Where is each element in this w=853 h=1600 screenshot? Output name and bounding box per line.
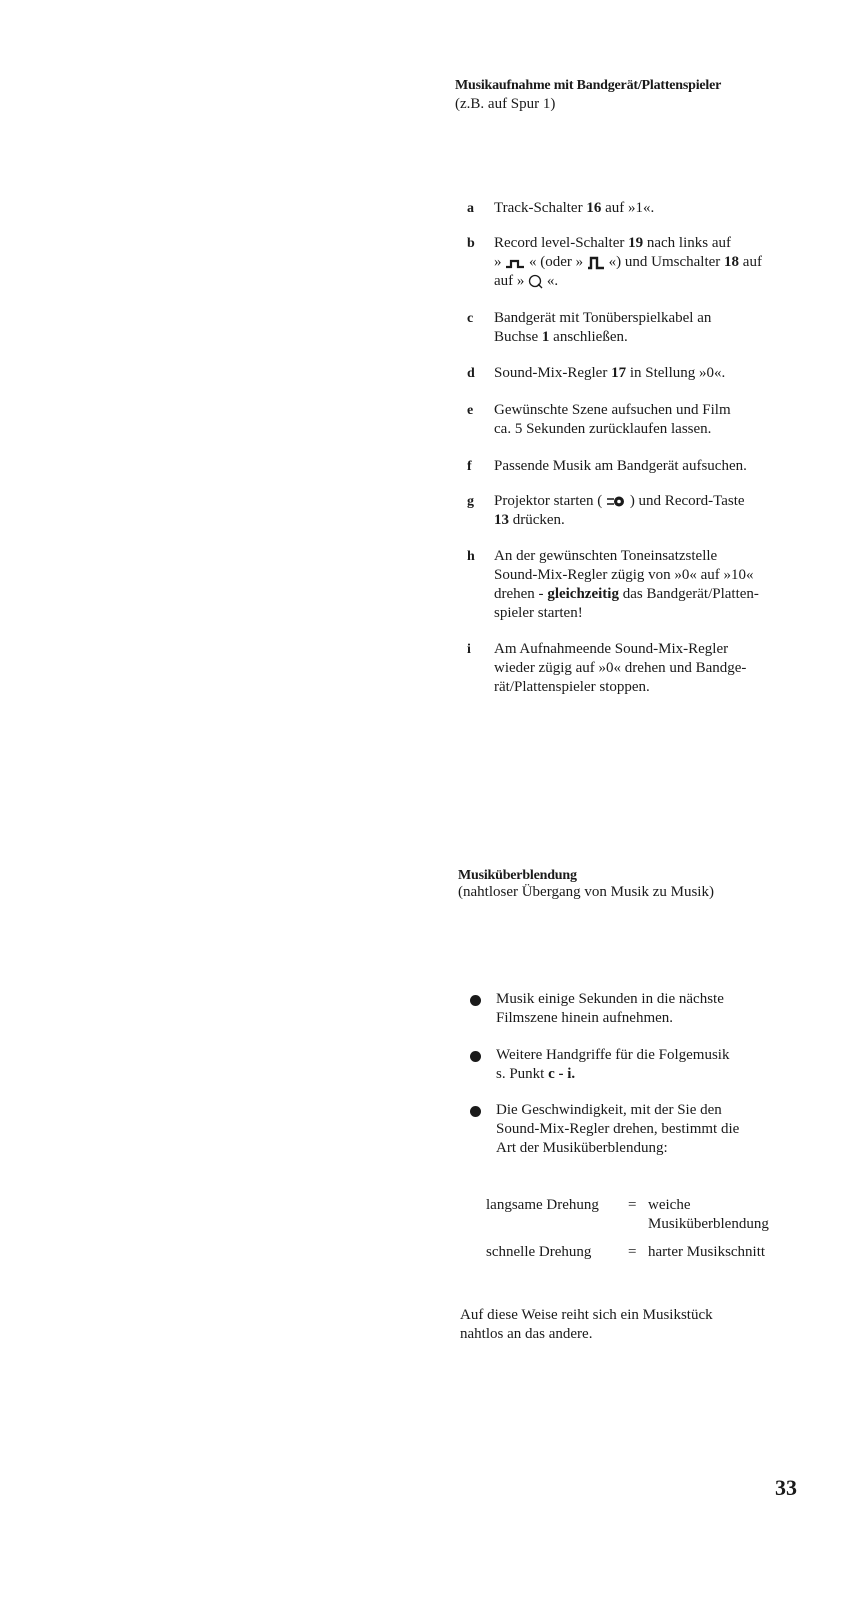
step-letter: e — [467, 403, 474, 418]
step-text: Sound-Mix-Regler 17 in Stellung »0«. — [494, 365, 726, 381]
table-row — [486, 1243, 591, 1262]
bullet-icon — [470, 1106, 481, 1117]
step-text: Gewünschte Szene aufsuchen und Film ca. 5 Sekunden zurücklaufen lassen. — [494, 402, 731, 437]
step-letter: d — [467, 366, 475, 381]
step-text: Projektor starten ( ) und Record-Taste 13 drücken. — [494, 493, 745, 528]
step-text: Record level-Schalter 19 nach links auf » « (oder » «) und Umschalter 18 auf auf » «. — [494, 235, 762, 289]
step-text: Am Aufnahmeende Sound-Mix-Regler wieder zügig auf »0« drehen und Bandge- rät/Plattenspieler stoppen. — [494, 641, 747, 695]
step-letter: b — [467, 236, 475, 251]
section-subtitle-music-crossfade: (nahtloser Übergang von Musik zu Musik) — [458, 884, 714, 900]
step-text: Passende Musik am Bandgerät aufsuchen. — [494, 458, 747, 474]
projector-start-icon — [606, 495, 626, 508]
high-level-pulse-icon — [587, 256, 605, 270]
table-right-cell: harter Musikschnitt — [648, 1244, 766, 1260]
step-text: Bandgerät mit Tonüberspielkabel an Buchse 1 anschließen. — [494, 310, 712, 345]
table-eq: = — [628, 1244, 637, 1260]
page-number: 33 — [775, 1475, 797, 1500]
bullet-icon — [470, 995, 481, 1006]
section-title-music-crossfade: Musiküberblendung — [458, 868, 577, 883]
table-right-cell: weiche Musiküberblendung — [648, 1197, 769, 1232]
closing-paragraph: Auf diese Weise reiht sich ein Musikstück nahtlos an das andere. — [460, 1307, 713, 1342]
table-eq: = — [628, 1197, 637, 1213]
section-subtitle-music-recording: (z.B. auf Spur 1) — [455, 96, 556, 112]
step-letter: g — [467, 494, 474, 509]
table-left-cell: langsame Drehung — [486, 1197, 599, 1213]
step-letter: c — [467, 311, 474, 326]
table-left-cell: schnelle Drehung — [486, 1244, 592, 1260]
step-letter: f — [467, 459, 472, 474]
step-b — [467, 234, 807, 294]
bullet-icon — [470, 1051, 481, 1062]
step-letter: i — [467, 642, 471, 657]
q-mode-icon — [528, 274, 543, 289]
step-letter: h — [467, 549, 475, 564]
section-title-music-recording: Musikaufnahme mit Bandgerät/Plattenspieler — [455, 78, 722, 93]
table-row — [486, 1196, 599, 1215]
step-text: An der gewünschten Toneinsatzstelle Sound-Mix-Regler zügig von »0« auf »10« drehen - gleichzeitig das Bandgerät/Platten- spieler starten! — [494, 548, 759, 621]
step-letter: a — [467, 201, 474, 216]
step-text: Track-Schalter 16 auf »1«. — [494, 200, 655, 216]
low-level-pulse-icon — [505, 257, 525, 269]
